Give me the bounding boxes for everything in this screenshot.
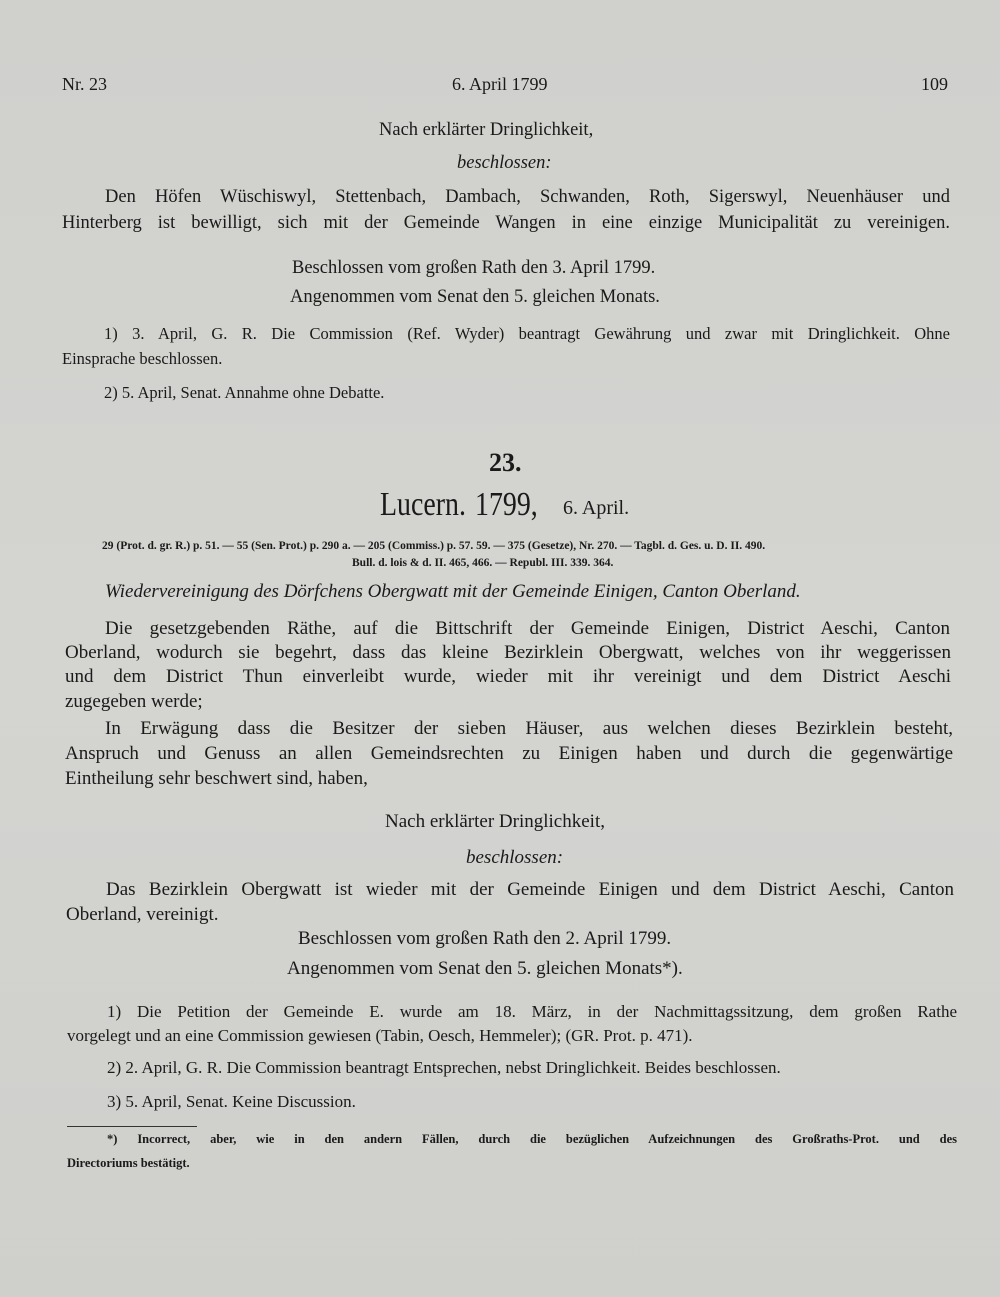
council-decision: Beschlossen vom großen Rath den 3. April 1799. bbox=[292, 258, 656, 278]
preamble-line: Eintheilung sehr beschwert sind, haben, bbox=[65, 768, 368, 789]
entry-date: 6. April. bbox=[563, 497, 630, 519]
procedural-note: 2) 2. April, G. R. Die Commission beantragt Entsprechen, nebst Dringlichkeit. Beides beschlossen. bbox=[107, 1058, 781, 1077]
entry-place: Lucern. bbox=[380, 486, 466, 523]
entry-title: Wiedervereinigung des Dörfchens Obergwatt mit der Gemeinde Einigen, Canton Oberland. bbox=[105, 581, 801, 602]
issue-number: Nr. 23 bbox=[62, 74, 107, 94]
preamble-line: In Erwägung dass die Besitzer der sieben Häuser, aus welchen dieses Bezirklein besteht, bbox=[105, 718, 953, 739]
procedural-note: 2) 5. April, Senat. Annahme ohne Debatte. bbox=[104, 383, 385, 402]
entry-year: 1799, bbox=[475, 486, 538, 523]
preamble-line: und dem District Thun einverleibt wurde, wieder mit ihr vereinigt und dem District Aeschi bbox=[65, 666, 951, 687]
footnote-rule bbox=[67, 1126, 197, 1127]
procedural-note: vorgelegt und an eine Commission gewiesen (Tabin, Oesch, Hemmeler); (GR. Prot. p. 471). bbox=[67, 1026, 693, 1045]
council-decision: Beschlossen vom großen Rath den 2. April 1799. bbox=[298, 928, 672, 949]
senate-acceptance: Angenommen vom Senat den 5. gleichen Monats. bbox=[290, 287, 660, 307]
resolved-heading: beschlossen: bbox=[457, 153, 552, 173]
urgency-clause: Nach erklärter Dringlichkeit, bbox=[385, 811, 605, 832]
resolution-line: Oberland, vereinigt. bbox=[66, 904, 219, 925]
resolution-line: Das Bezirklein Obergwatt ist wieder mit der Gemeinde Einigen und dem District Aeschi, Canton bbox=[106, 879, 954, 900]
source-references: Bull. d. lois & d. II. 465, 466. — Republ. III. 339. 364. bbox=[352, 557, 614, 569]
urgency-clause: Nach erklärter Dringlichkeit, bbox=[379, 120, 594, 140]
procedural-note: 1) Die Petition der Gemeinde E. wurde am 18. März, in der Nachmittagssitzung, dem großen Rathe bbox=[107, 1002, 957, 1021]
procedural-note: Einsprache beschlossen. bbox=[62, 349, 223, 368]
procedural-note: 3) 5. April, Senat. Keine Discussion. bbox=[107, 1092, 356, 1111]
resolution-line: Den Höfen Wüschiswyl, Stettenbach, Dambach, Schwanden, Roth, Sigerswyl, Neuenhäuser und bbox=[105, 187, 950, 207]
entry-number: 23. bbox=[489, 448, 522, 477]
footnote-line: Directoriums bestätigt. bbox=[67, 1156, 190, 1170]
source-references: 29 (Prot. d. gr. R.) p. 51. — 55 (Sen. Prot.) p. 290 a. — 205 (Commiss.) p. 57. 59. — 375 (Gesetze), Nr. 270. — Tagbl. d. Ges. u. D. II. 490. bbox=[102, 540, 766, 552]
header-date: 6. April 1799 bbox=[452, 74, 548, 94]
resolution-line: Hinterberg ist bewilligt, sich mit der Gemeinde Wangen in eine einzige Municipalität zu vereinigen. bbox=[62, 213, 950, 233]
preamble-line: Oberland, wodurch sie begehrt, dass das kleine Bezirklein Obergwatt, welches von ihr weggerissen bbox=[65, 642, 951, 663]
senate-acceptance: Angenommen vom Senat den 5. gleichen Monats*). bbox=[287, 958, 683, 979]
footnote-line: *) Incorrect, aber, wie in den andern Fällen, durch die bezüglichen Aufzeichnungen des Großraths-Prot. und des bbox=[107, 1132, 957, 1146]
procedural-note: 1) 3. April, G. R. Die Commission (Ref. Wyder) beantragt Gewährung und zwar mit Dringlichkeit. Ohne bbox=[104, 324, 950, 343]
preamble-line: Die gesetzgebenden Räthe, auf die Bittschrift der Gemeinde Einigen, District Aeschi, Canton bbox=[105, 618, 950, 639]
preamble-line: zugegeben werde; bbox=[65, 691, 203, 712]
resolved-heading: beschlossen: bbox=[466, 847, 564, 868]
preamble-line: Anspruch und Genuss an allen Gemeindsrechten zu Einigen haben und durch die gegenwärtige bbox=[65, 743, 953, 764]
page-number: 109 bbox=[921, 74, 948, 94]
